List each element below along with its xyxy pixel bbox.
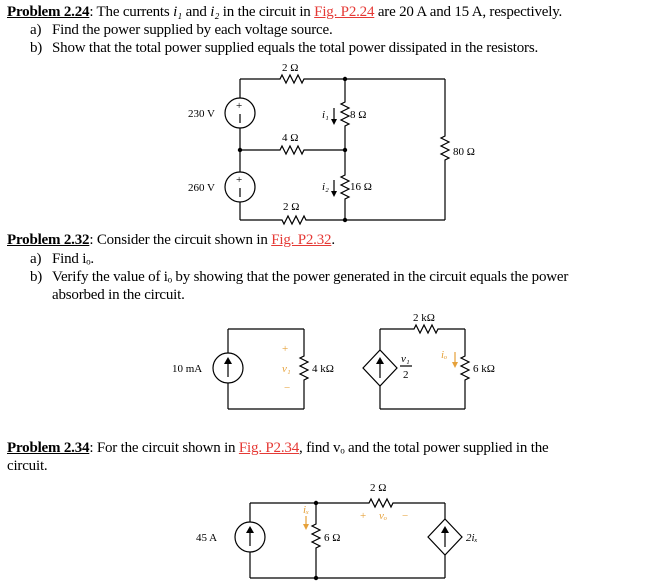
label-230v: 230 V	[188, 108, 215, 120]
current-source-arrow-head	[224, 357, 232, 364]
resistor-4k	[300, 329, 308, 409]
label-2-ohm-top: 2 Ω	[282, 62, 299, 74]
problem-2-24-part-a: a) Find the power supplied by each voltage source.	[30, 22, 333, 38]
fig-p2-32-link[interactable]: Fig. P2.32	[271, 232, 332, 248]
problem-2-32-part-b-cont: absorbed in the circuit.	[52, 287, 185, 303]
resistor-16-ohm	[341, 150, 349, 220]
label-i1: i₁	[322, 109, 329, 121]
label-6k: 6 kΩ	[473, 363, 495, 375]
node-top	[314, 501, 318, 505]
vo-minus: −	[402, 510, 409, 522]
circuit-p2-34	[196, 482, 478, 580]
node-bottom	[314, 576, 318, 580]
dep-source-numerator: v₁	[401, 353, 410, 365]
problem-2-24-part-b: b) Show that the total power supplied equals the total power dissipated in the resistors.	[30, 40, 539, 56]
io-arrow-head	[452, 362, 458, 368]
ix-arrow-head	[303, 524, 309, 530]
problem-2-34-statement-cont: circuit.	[7, 458, 48, 474]
vo-plus: +	[360, 510, 367, 522]
source-230v-plus: +	[236, 100, 243, 112]
problem-2-24-title: Problem 2.24	[7, 4, 90, 20]
resistor-2k	[380, 325, 465, 333]
label-4-ohm: 4 Ω	[282, 132, 299, 144]
resistor-4-ohm	[240, 146, 345, 154]
resistor-8-ohm	[341, 79, 349, 150]
node-bottom-middle	[343, 218, 347, 222]
resistor-2-ohm	[250, 499, 445, 507]
io-label: iₒ	[441, 349, 448, 361]
node-top-middle	[343, 77, 347, 81]
ix-label: iₓ	[303, 504, 310, 516]
v1-plus: +	[282, 343, 289, 355]
dependent-source-arrow-head	[441, 526, 449, 533]
resistor-6k	[461, 329, 469, 409]
problem-2-34-title: Problem 2.34	[7, 440, 90, 456]
dep-source-denominator: 2	[403, 369, 409, 381]
current-source-arrow-head	[246, 526, 254, 533]
node-left-middle	[238, 148, 242, 152]
label-16-ohm: 16 Ω	[350, 181, 372, 193]
problem-2-24-statement: Problem 2.24: The currents i₁ and i₂ in the circuit in Fig. P2.24 are 20 A and 15 A, respectively.	[7, 4, 563, 20]
v1-label: v₁	[282, 363, 291, 375]
resistor-80-ohm	[441, 79, 449, 220]
label-10ma: 10 mA	[172, 363, 203, 375]
problem-2-32-part-a: a) Find iₒ.	[30, 251, 94, 267]
fig-p2-34-link[interactable]: Fig. P2.34	[238, 440, 300, 456]
label-2ix: 2iₓ	[466, 532, 478, 544]
vo-label: vₒ	[379, 510, 388, 522]
problem-2-32-part-b: b) Verify the value of iₒ by showing that the power generated in the circuit equals the power	[30, 269, 569, 285]
circuit-p2-24	[188, 62, 475, 224]
node-center	[343, 148, 347, 152]
label-8-ohm: 8 Ω	[350, 109, 367, 121]
problem-2-32-statement: Problem 2.32: Consider the circuit shown in Fig. P2.32.	[7, 232, 335, 248]
label-260v: 260 V	[188, 182, 215, 194]
source-260v-plus: +	[236, 174, 243, 186]
label-4k: 4 kΩ	[312, 363, 334, 375]
resistor-2-ohm-top	[240, 75, 445, 83]
label-2k: 2 kΩ	[413, 312, 435, 324]
circuit-p2-32	[172, 312, 495, 409]
resistor-2-ohm-bottom	[240, 216, 445, 224]
label-i2: i₂	[322, 181, 329, 193]
label-6-ohm: 6 Ω	[324, 532, 341, 544]
label-2-ohm: 2 Ω	[370, 482, 387, 494]
dependent-source-arrow-head	[376, 357, 384, 364]
current-arrow-i2-head	[331, 191, 337, 197]
label-2-ohm-bottom: 2 Ω	[283, 201, 300, 213]
problem-2-34-statement: Problem 2.34: For the circuit shown in Fig. P2.34, find vₒ and the total power supplied in the	[7, 440, 549, 456]
v1-minus: −	[284, 382, 291, 394]
label-45a: 45 A	[196, 532, 218, 544]
resistor-6-ohm	[312, 503, 320, 578]
fig-p2-24-link[interactable]: Fig. P2.24	[314, 4, 375, 20]
current-arrow-i1-head	[331, 119, 337, 125]
label-80-ohm: 80 Ω	[453, 146, 475, 158]
problem-2-32-title: Problem 2.32	[7, 232, 90, 248]
